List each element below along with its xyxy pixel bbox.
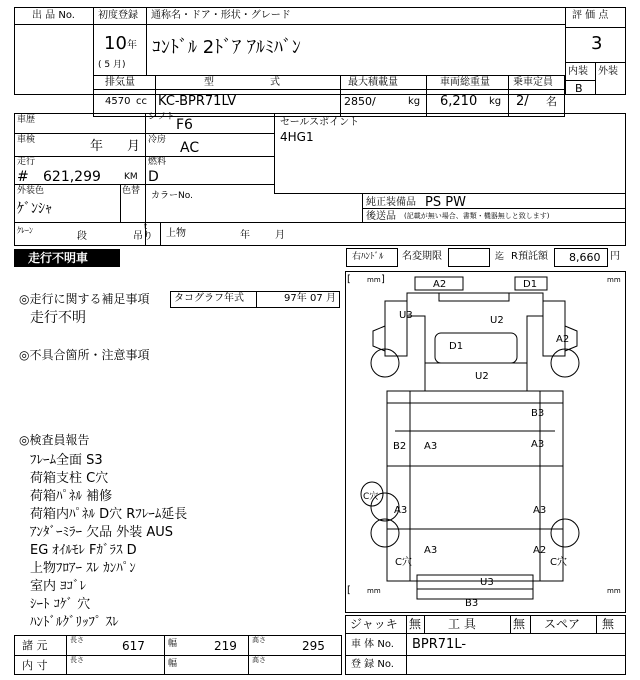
- name-change-label: 名変期限: [402, 251, 442, 262]
- equip-label: 上物: [166, 228, 186, 239]
- model-label-2: 式: [270, 77, 280, 88]
- shaken-label: 迄: [495, 252, 505, 262]
- inspection-year-label: 年: [90, 139, 104, 154]
- r-deposit-unit: 円: [610, 251, 620, 262]
- gross-weight-value: 6,210: [440, 94, 478, 109]
- mileage-value: 621,299: [43, 169, 101, 185]
- fuel-label: 燃料: [148, 157, 167, 167]
- history-label: 車歴: [17, 115, 36, 125]
- length-value: 617: [122, 639, 145, 653]
- report-line: 荷箱内ﾊﾟﾈﾙ D穴 Rﾌﾚｰﾑ延長: [30, 507, 188, 522]
- name-label: 通称名・ドア・形状・グレード: [151, 10, 291, 21]
- tacho-month: 07: [310, 293, 323, 304]
- handle-label: 右ﾊﾝﾄﾞﾙ: [352, 252, 384, 262]
- genuine-value: PS PW: [425, 195, 466, 210]
- supplement-label: ◎走行に関する補足事項: [19, 292, 150, 306]
- inspection-label: 車検: [17, 135, 36, 145]
- jack-value: 無: [409, 617, 422, 631]
- jack-label: ジャッキ: [350, 617, 398, 631]
- damage-mark: B3: [465, 598, 479, 609]
- inspector-label: ◎検査員報告: [19, 433, 90, 447]
- mileage-prefix: #: [17, 169, 29, 185]
- sales-point-label: セールスポイント: [280, 117, 360, 128]
- capacity-value: 2/: [516, 94, 529, 109]
- damage-mark: U2: [475, 371, 489, 382]
- genuine-label: 純正装備品: [366, 197, 416, 208]
- diagram-mm: mm: [607, 276, 621, 284]
- gross-weight-unit: kg: [489, 96, 502, 107]
- chassis-value: BPR71L-: [412, 637, 467, 652]
- damage-mark: A3: [394, 505, 408, 516]
- damage-mark: A3: [533, 505, 547, 516]
- damage-mark: D1: [523, 279, 538, 290]
- sales-point-value: 4HG1: [280, 130, 314, 144]
- color-no-label: カラーNo.: [151, 191, 193, 201]
- max-load-label: 最大積載量: [348, 77, 398, 88]
- diagram-mm: mm: [367, 276, 381, 284]
- tools-value: 無: [513, 617, 526, 631]
- report-line: 荷箱ﾊﾟﾈﾙ 補修: [30, 489, 113, 504]
- crane-label: ｸﾚｰﾝ: [17, 226, 33, 235]
- width-label: 幅: [168, 639, 178, 649]
- color-value: ｹﾞﾝｼｬ: [17, 201, 52, 217]
- damage-mark: A3: [424, 545, 438, 556]
- vehicle-name: ｺﾝﾄﾞﾙ 2ﾄﾞｱ ｱﾙﾐﾊﾞﾝ: [152, 37, 301, 58]
- inspection-month-label: 月: [127, 139, 141, 154]
- fuel-value: D: [148, 169, 159, 185]
- first-reg-year: 10: [104, 33, 127, 54]
- height-value: 295: [302, 639, 325, 653]
- equip-year: 年: [240, 230, 250, 241]
- damage-mark: U2: [490, 315, 504, 326]
- damage-mark: A2: [433, 279, 447, 290]
- mileage-unit: KM: [124, 172, 138, 182]
- spec-label: 諸 元: [22, 639, 48, 652]
- color-label: 外装色: [17, 186, 45, 196]
- name-change-box: [448, 248, 490, 267]
- first-reg-year-unit: 年: [127, 40, 137, 51]
- damage-mark: U3: [480, 577, 494, 588]
- displacement-unit: cc: [136, 96, 147, 107]
- gross-weight-label: 車両総重量: [440, 77, 490, 88]
- report-line: EG ｵｲﾙﾓﾚ Fｶﾞﾗｽ D: [30, 543, 137, 558]
- report-line: ﾊﾝﾄﾞﾙｸﾞﾘｯﾌﾟ ｽﾚ: [30, 615, 119, 630]
- interior-width-label: 幅: [168, 659, 178, 669]
- damage-mark: B2: [393, 441, 407, 452]
- max-load-value: 2850/: [344, 95, 376, 108]
- spare-label: スペア: [544, 617, 581, 631]
- displacement-label: 排気量: [105, 77, 135, 88]
- mileage-label: 走行: [17, 157, 36, 167]
- diagram-bracket-left: [: [347, 274, 351, 285]
- truck-diagram: [345, 271, 626, 613]
- shift-label: シフト: [148, 112, 176, 122]
- aircon-label: 冷房: [148, 135, 167, 145]
- tacho-month-unit: 月: [326, 293, 336, 304]
- report-line: ｱﾝﾀﾞｰﾐﾗｰ 欠品 外装 AUS: [30, 525, 174, 540]
- displacement-value: 4570: [105, 96, 131, 107]
- crane-stage: 段: [77, 231, 87, 242]
- exterior-label: 外装: [598, 66, 618, 77]
- grade-label: 評 価 点: [572, 10, 609, 21]
- diagram-bracket-left: [: [347, 585, 351, 596]
- interior-length-label: 長さ: [70, 656, 84, 664]
- report-line: 荷箱支柱 C穴: [30, 471, 109, 486]
- crane-t: t: [144, 222, 148, 231]
- shift-value: F6: [176, 117, 193, 133]
- diagram-bracket-right: ]: [381, 274, 385, 285]
- equip-month: 月: [275, 230, 285, 241]
- diagram-mm: mm: [367, 587, 381, 595]
- r-deposit-value: 8,660: [569, 251, 601, 264]
- damage-mark: B3: [531, 408, 545, 419]
- defects-label: ◎不具合箇所・注意事項: [19, 348, 150, 362]
- damage-mark: U3: [399, 310, 413, 321]
- interior-label: 内装: [568, 66, 588, 77]
- capacity-unit: 名: [546, 95, 557, 108]
- report-line: ｼｰﾄ ｺｹﾞ 穴: [30, 597, 91, 612]
- damage-mark: A3: [424, 441, 438, 452]
- delivery-note: (記載が無い場合、書類・機器無しと致します): [404, 212, 550, 220]
- grade-score: 3: [591, 33, 603, 54]
- crane-lift: 吊り: [133, 231, 153, 242]
- length-label: 長さ: [70, 636, 84, 644]
- width-value: 219: [214, 639, 237, 653]
- spare-value: 無: [602, 617, 615, 631]
- damage-mark: A2: [533, 545, 547, 556]
- interior-grade: B: [575, 82, 583, 95]
- damage-mark: C穴: [395, 557, 412, 568]
- color-num-label: 色替: [122, 186, 141, 196]
- chassis-label: 車 体 No.: [351, 639, 394, 650]
- damage-mark: C穴: [363, 492, 379, 502]
- damage-mark: A2: [556, 334, 570, 345]
- diagram-mm: mm: [607, 587, 621, 595]
- report-line: 室内 ﾖｺﾞﾚ: [30, 579, 87, 594]
- first-reg-month: ( 5 月): [98, 60, 126, 70]
- model-label-1: 型: [204, 77, 214, 88]
- status-banner: 走行不明車: [14, 249, 120, 267]
- tools-label: 工 具: [448, 617, 476, 631]
- height-label: 高さ: [252, 636, 266, 644]
- report-line: ﾌﾚｰﾑ全面 S3: [30, 453, 103, 468]
- model-value: KC-BPR71LV: [158, 94, 237, 109]
- first-reg-label: 初度登録: [98, 10, 138, 21]
- reg-label: 登 録 No.: [351, 659, 394, 670]
- tacho-label: タコグラフ年式: [174, 293, 244, 304]
- damage-mark: A3: [531, 439, 545, 450]
- max-load-unit: kg: [408, 96, 421, 107]
- report-line: 上物ﾌﾛｱｰ ｽﾚ ｶﾝﾊﾟﾝ: [30, 561, 136, 576]
- delivery-label: 後送品: [366, 211, 396, 222]
- damage-mark: C穴: [550, 557, 567, 568]
- supplement-value: 走行不明: [30, 310, 86, 326]
- damage-mark: D1: [449, 341, 464, 352]
- aircon-value: AC: [180, 140, 200, 156]
- lot-label: 出 品 No.: [32, 10, 75, 21]
- capacity-label: 乗車定員: [513, 77, 553, 88]
- interior-dims-label: 内 寸: [22, 659, 48, 672]
- r-deposit-label: R預託額: [511, 251, 548, 262]
- interior-height-label: 高さ: [252, 656, 266, 664]
- tacho-year: 97年: [284, 293, 307, 304]
